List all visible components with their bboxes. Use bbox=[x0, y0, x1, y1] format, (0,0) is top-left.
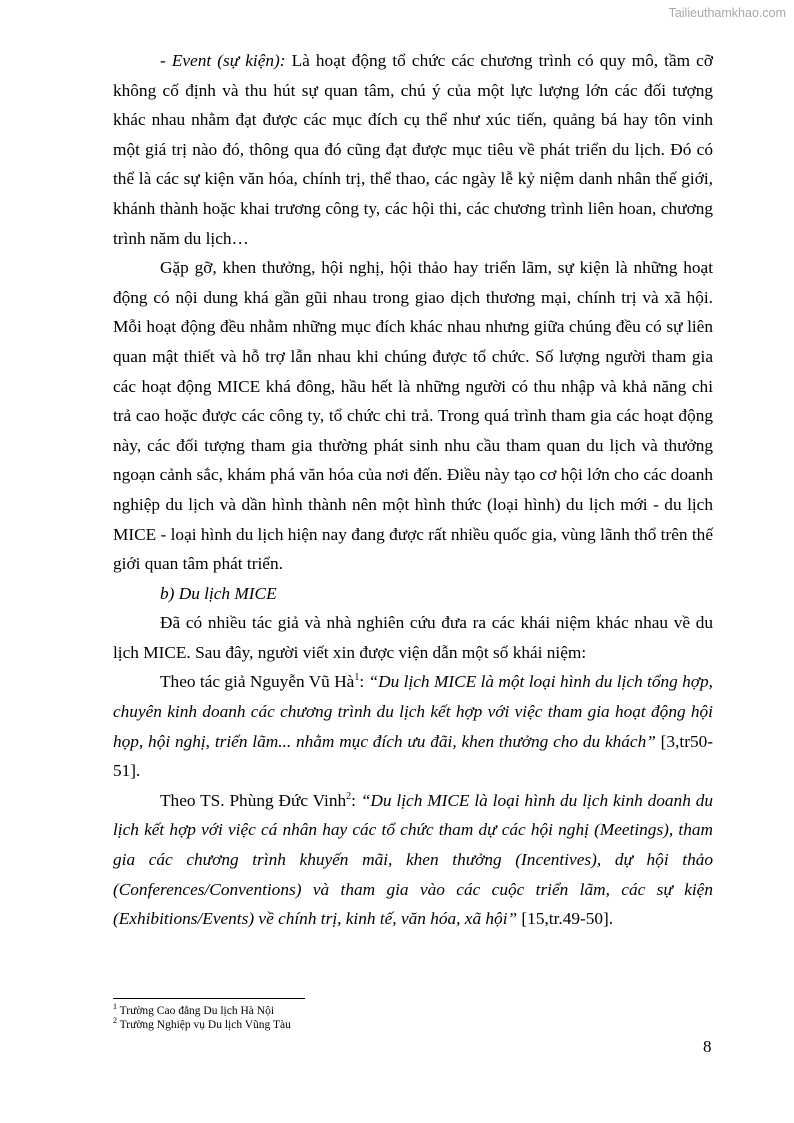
paragraph-definitions-intro: Đã có nhiều tác giả và nhà nghiên cứu đưa ra các khái niệm khác nhau về du lịch MICE. Sau đây, người viết xin được viện dẫn một số khái niệm: bbox=[113, 613, 713, 662]
footnote-number: 1 bbox=[113, 1002, 117, 1012]
footnote-text: Trường Cao đẳng Du lịch Hà Nội bbox=[117, 1005, 275, 1017]
footnotes bbox=[113, 1004, 291, 1032]
paragraph-text: Là hoạt động tổ chức các chương trình có quy mô, tầm cỡ không cố định và thu hút sự quan tâm, chú ý của một lực lượng lớn các đối tượng khác nhau nhằm đạt được các mục đích cụ thể như xúc tiến, quảng bá hay tôn vinh một giá trị nào đó, thông qua đó cũng đạt được mục tiêu về phát triển du lịch. Đó có thể là các sự kiện văn hóa, chính trị, thể thao, các ngày lễ kỷ niệm danh nhân thế giới, khánh thành hoặc khai trương công ty, các hội thi, các chương trình liên hoan, chương trình năm du lịch… bbox=[113, 51, 713, 248]
document-body bbox=[113, 46, 713, 934]
footnote-item bbox=[113, 1004, 291, 1018]
author-intro: Theo tác giả Nguyễn Vũ Hà bbox=[160, 672, 355, 692]
term-event: - Event (sự kiện): bbox=[160, 51, 286, 70]
paragraph-mice-activities: Gặp gỡ, khen thưởng, hội nghị, hội thảo hay triển lãm, sự kiện là những hoạt động có nội dung khá gần gũi nhau trong giao dịch thương mại, chính trị và xã hội. Mỗi hoạt động đều nhằm những mục đích khác nhau nhưng giữa chúng đều có sự liên quan mật thiết và hỗ trợ lẫn nhau khi chúng được tổ chức. Số lượng người tham gia các hoạt động MICE khá đông, hầu hết là những người có thu nhập và khả năng chi trả cao hoặc được các công ty, tổ chức chi trả. Trong quá trình tham gia các hoạt động này, các đối tượng tham gia thường phát sinh nhu cầu tham quan du lịch và thưởng ngoạn cảnh sắc, khám phá văn hóa của nơi đến. Điều này tạo cơ hội lớn cho các doanh nghiệp du lịch và dần hình thành nên một hình thức (loại hình) du lịch mới - du lịch MICE - loại hình du lịch hiện nay đang được rất nhiều quốc gia, vùng lãnh thổ trên thế giới quan tâm phát triển. bbox=[113, 258, 713, 574]
citation: [15,tr.49-50]. bbox=[517, 909, 614, 929]
citation: [3,tr50-51]. bbox=[113, 731, 713, 781]
footnote-item bbox=[113, 1018, 291, 1032]
section-heading-text: b) Du lịch MICE bbox=[160, 583, 277, 603]
watermark: Tailieuthamkhao.com bbox=[668, 6, 786, 20]
paragraph-event bbox=[113, 46, 713, 253]
section-heading bbox=[113, 579, 713, 609]
paragraph-definition-2 bbox=[113, 786, 713, 934]
footnote-ref-2[interactable]: 2 bbox=[346, 791, 352, 803]
definition-quote: “Du lịch MICE là một loại hình du lịch tổng hợp, chuyên kinh doanh các chương trình du lịch kết hợp với việc tham gia hoạt động hội họp, hội nghị, triển lãm... nhằm mục đích ưu đãi, khen thưởng cho du khách” bbox=[113, 672, 713, 751]
colon: : bbox=[351, 790, 361, 810]
definition-quote: “Du lịch MICE là loại hình du lịch kinh doanh du lịch kết hợp với việc cá nhân hay các tổ chức tham dự các hội nghị (Meetings), tham gia các chương trình khuyến mãi, khen thưởng (Incentives), dự hội thảo (Conferences/Conventions) và tham gia vào các cuộc triển lãm, các sự kiện (Exhibitions/Events) về chính trị, kinh tế, văn hóa, xã hội” bbox=[113, 790, 713, 929]
colon: : bbox=[359, 672, 369, 692]
page-number: 8 bbox=[703, 1037, 712, 1056]
footnote-divider bbox=[113, 998, 305, 999]
author-intro: Theo TS. Phùng Đức Vinh bbox=[160, 790, 347, 810]
footnote-ref-1[interactable]: 1 bbox=[354, 672, 360, 684]
footnote-number: 2 bbox=[113, 1016, 117, 1026]
footnote-text: Trường Nghiệp vụ Du lịch Vũng Tàu bbox=[117, 1019, 291, 1031]
paragraph-definition-1 bbox=[113, 667, 713, 785]
